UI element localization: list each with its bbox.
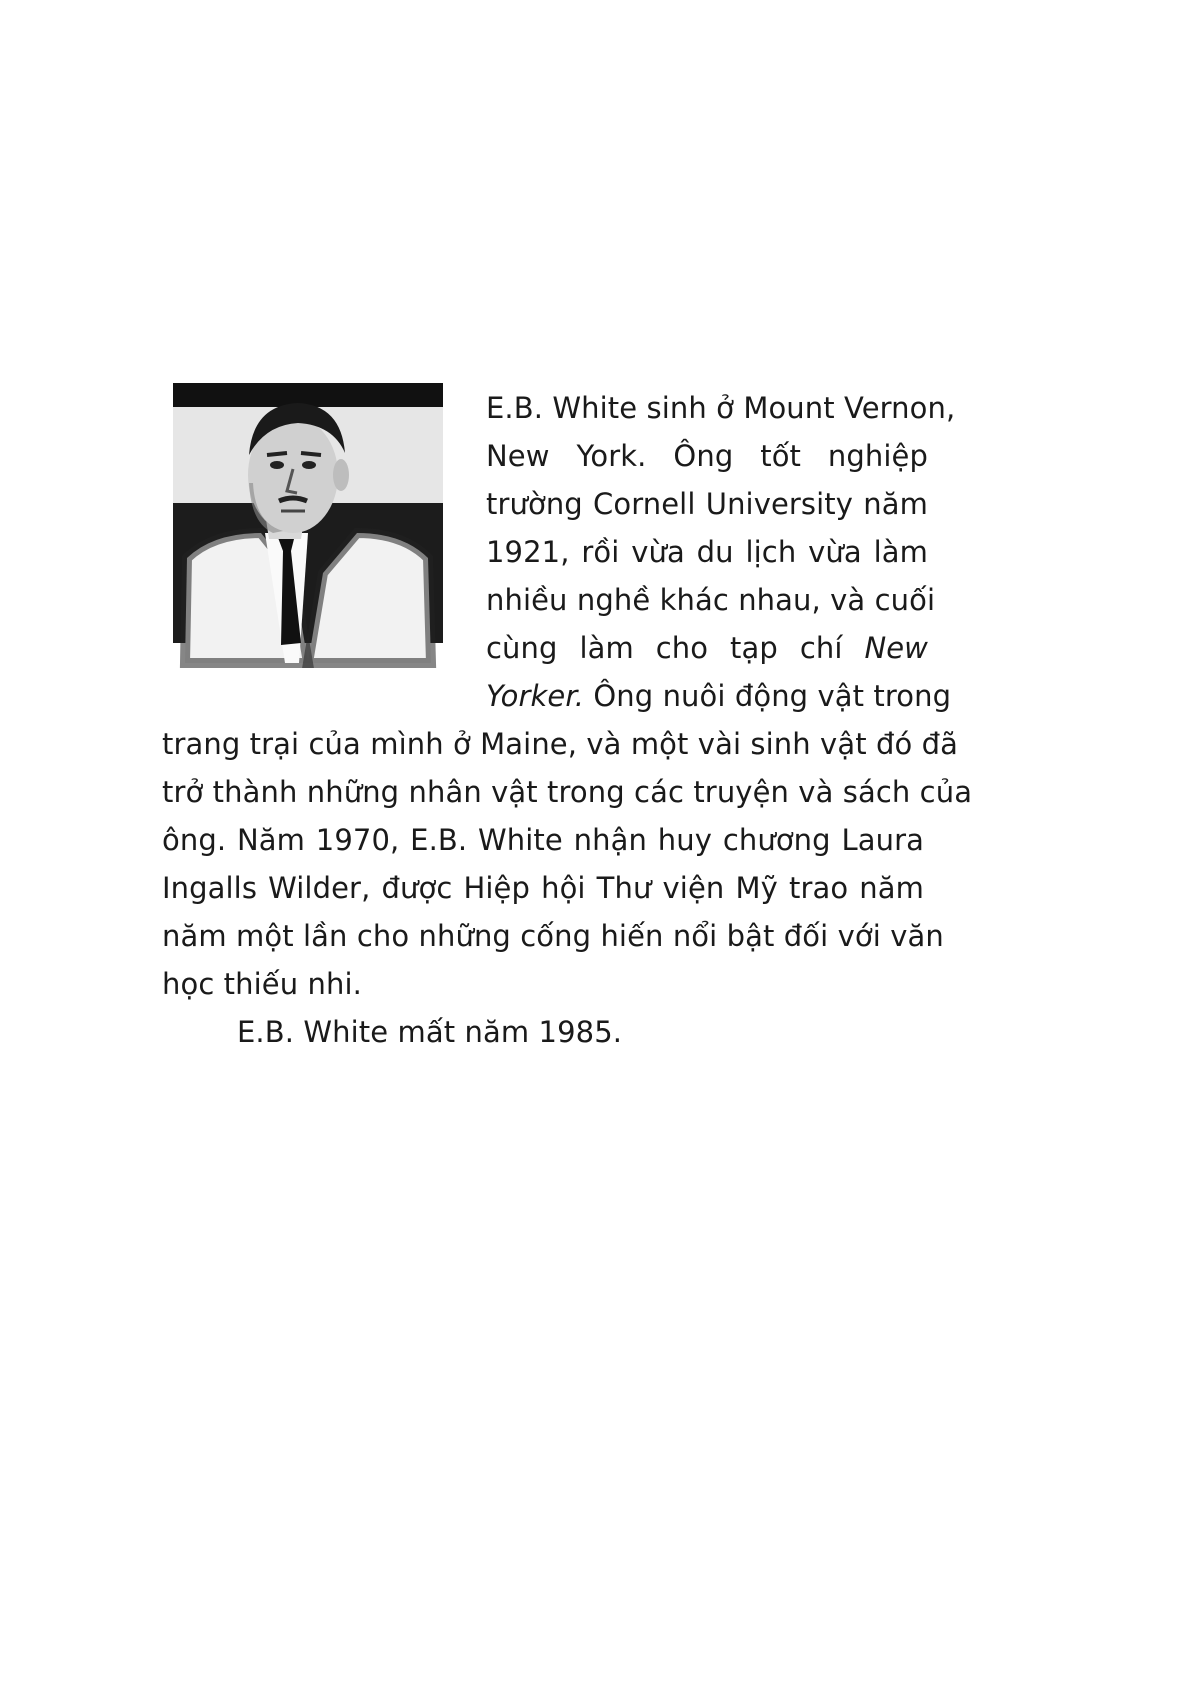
closing-paragraph: E.B. White mất năm 1985. (237, 1015, 623, 1049)
bio-line-11: Ingalls Wilder, được Hiệp hội Thư viện Mỹ trao năm (162, 871, 924, 905)
bio-line-5: nhiều nghề khác nhau, và cuối (486, 583, 936, 617)
author-portrait-photo (173, 383, 443, 683)
magazine-title-yorker: Yorker. (486, 679, 585, 713)
bio-line-7 (486, 672, 951, 720)
bio-line-3: trường Cornell University năm (486, 487, 928, 521)
bio-line-7-text: Ông nuôi động vật trong (584, 679, 952, 713)
bio-line-6-text: cùng làm cho tạp chí (486, 631, 843, 665)
bio-line-13: học thiếu nhi. (162, 967, 362, 1001)
bio-line-2: New York. Ông tốt nghiệp (486, 439, 928, 473)
bio-line-9: trở thành những nhân vật trong các truyện và sách của (162, 775, 973, 809)
bio-line-1: E.B. White sinh ở Mount Vernon, (486, 391, 956, 425)
bio-line-4: 1921, rồi vừa du lịch vừa làm (486, 535, 928, 569)
bio-line-12: năm một lần cho những cống hiến nổi bật đối với văn (162, 919, 944, 953)
bio-line-8: trang trại của mình ở Maine, và một vài sinh vật đó đã (162, 727, 959, 761)
magazine-title-new: New (864, 631, 928, 665)
bio-line-6 (486, 624, 928, 672)
bio-line-10: ông. Năm 1970, E.B. White nhận huy chương Laura (162, 823, 924, 857)
